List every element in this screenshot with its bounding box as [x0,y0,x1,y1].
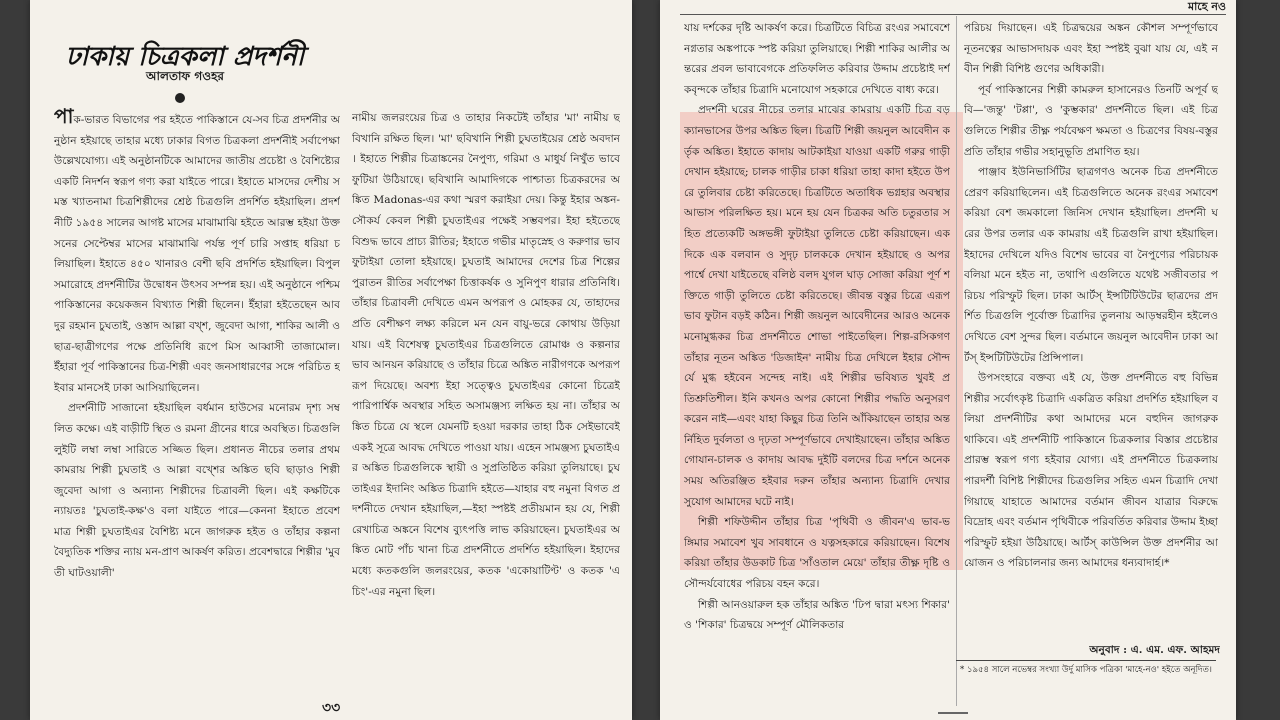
left-col-2 [352,108,620,708]
article-title: ঢাকায় চিত্রকলা প্রদর্শনী [65,42,305,72]
bottom-mark [938,712,968,714]
ornament-dot [175,93,185,103]
left-page [30,0,632,720]
author-name: আলতাফ গওহর [146,69,224,83]
paragraph: শিল্পী আনওয়ারুল হক তাঁহার অঙ্কিত 'ঢিপ দ্বারা মৎস্য শিকার' ও 'শিকার' চিত্রদ্বয়ে সম্পূর্ণ মৌলিকতার [684,598,950,632]
paragraph: উপসংহারে বক্তব্য এই যে, উক্ত প্রদর্শনীতে বহু বিভিন্ন শিল্পীর সর্বোৎকৃষ্ট চিত্রাদি একত্রিত করিয়া প্রদর্শিত হইয়াছিল বলিয়া প্রদর্শনীটির কথা আমাদের মনে বহুদিন জাগরুক থাকিবে। এই প্রদর্শনীটি পাকিস্তানে চিত্রকলার বিস্তার প্রচেষ্টার প্রারম্ভ স্বরূপ গণ্য হইবার যোগ্য। এই প্রদর্শনীতে চিত্রকলায় পারদর্শী বিশিষ্ট শিল্পীদের চিত্রগুলির সহিত এমন চিত্রাদি দেখা গিয়াছে যাহাতে আমাদের বর্তমান জীবন যাত্রার বিরুদ্ধে বিদ্রোহ এবং বর্তমান পৃথিবীকে পরিবর্তিত করিবার উদ্দাম ইচ্ছা পরিস্ফুট হইয়া উঠিয়াছে। আর্টস্ কাউন্সিল উক্ত প্রদর্শনীর আয়োজন ও পরিচালনার জন্য আমাদের ধন্যবাদার্হ।* [964,372,1218,570]
paragraph: নামীয় জলরংয়ের চিত্র ও তাহার নিকটেই তাঁহার 'মা' নামীয় ছবিখানি রক্ষিত ছিল। 'মা' ছবিখানি শিল্পী চুঘতাইয়ের শ্রেষ্ঠ অবদান। ইহাতে শিল্পীর চিত্রাঙ্কনের নৈপুণ্য, গরিমা ও মাধুর্য নিখুঁত ভাবে ফুটিয়া উঠিয়াছে। ছবিখানি আমাদিগকে পাশ্চাত্য চিত্রকরদের অঙ্কিত Madonas-এর কথা স্মরণ করাইয়া দেয়। কিন্তু ইহার অঙ্কন-সৌকর্য কেবল শিল্পী চুঘতাইএর পক্ষেই সম্ভবপর। ইহা হইতেছে বিশুদ্ধ ভাবে প্রাচ্য রীতির; ইহাতে গভীর মাতৃস্নেহ ও করুণার ভাব ফুটাইয়া তোলা হইয়াছে। চুঘতাই আমাদের দেশের চিত্র শিল্পের পুরাতন রীতির সর্বাপেক্ষা চিত্তাকর্ষক ও সুনিপুণ ধারার প্রতিনিধি। তাঁহার চিত্রাবলী দেখিতে এমন অপরূপ ও মোহকর যে, তাহাদের প্রতি বেশীক্ষণ লক্ষ্য করিলে মন যেন বায়ু-ভরে কোথায় উড়িয়া যায়। এই বিশেষত্ব চুঘতাইএর চিত্রগুলিতে রোমাঞ্চ ও কল্পনার ভাব আনয়ন করিয়াছে ও তাঁহার চিত্রে অঙ্কিত নারীগণকে অপরূপ রূপ দিয়েছে। অবশ্য ইহা সত্ত্বেও চুঘতাইএর কোনো চিত্রেই পারিপার্শ্বিক অবস্থার সহিত অসামঞ্জস্য লক্ষিত হয় না। তাঁহার অঙ্কিত চিত্রে যে স্থলে যেমনটি হওয়া দরকার তাহা ঠিক সেইভাবেই একই সূত্রে আবদ্ধ দেখিতে পাওয়া যায়। এহেন সামঞ্জস্য চুঘতাইএর অঙ্কিত চিত্রগুলিকে স্থায়ী ও সুপ্রতিষ্ঠিত করিয়া তুলিয়াছে। চুঘতাইএর ইদানিং অঙ্কিত চিত্রাদি হইতে—যাহার বহু নমুনা বিগত প্রদর্শনীতে দেখান হইয়াছিল,—ইহা স্পষ্টই প্রতীয়মান হয় যে, শিল্পী রেখাচিত্র অঙ্কনে বিশেষ ব্যুৎপত্তি লাভ করিয়াছেন। চুঘতাইএর অঙ্কিত মোট পাঁচ খানা চিত্র প্রদর্শনীতে প্রদর্শিত হইয়াছিল। ইহাদের মধ্যে কতকগুলি জলরংয়ের, কতক 'একোয়াটিণ্ট' ও কতক 'এচিং'-এর নমুনা ছিল। [352,112,620,598]
right-col-1 [684,18,950,698]
drop-cap: পা [54,108,74,128]
page-number: ৩৩ [322,700,341,716]
paragraph: যায় দর্শকের দৃষ্টি আকর্ষণ করে। চিত্রটিতে বিচিত্র রংএর সমাবেশে নগ্নতার অঙ্কপাকে স্পষ্ট করিয়া তুলিয়াছে। শিল্পী শাকির আলীর অন্তরের প্রবল ভাবাবেগকে প্রতিফলিত করিবার উদ্দাম প্রচেষ্টাই দর্শকবৃন্দকে তাঁহার চিত্রাদি মনোযোগ সহকারে দেখিতে বাধ্য করে। [684,22,950,96]
translator-credit: অনুবাদ : এ. এম. এফ. আহমদ [1089,644,1220,656]
paragraph: পরিচয় দিয়াছেন। এই চিত্রদ্বয়ের অঙ্কন কৌশল সম্পূর্ণভাবে নূতনত্বের আভাসদায়ক এবং ইহা স্পষ্টই বুঝা যায় যে, এই নবীন শিল্পী বিশিষ্ট গুণের অধিকারী। [964,22,1218,76]
paragraph: প্রদর্শনী ঘরের নীচের তলার মাঝের কামরায় একটি চিত্র বড় ক্যানভাসের উপর অঙ্কিত ছিল। চিত্রটি শিল্পী জয়নুল আবেদীন কর্তৃক অঙ্কিত। ইহাতে কাদায় আটকাইয়া যাওয়া একটি গরুর গাড়ী দেখান হইয়াছে; চালক গাড়ীর চাকা ধরিয়া তাহা কাদা হইতে উপরে তুলিবার চেষ্টা করিতেছে। চিত্রটিতে অতাধিক ভগ্নহার অবস্থার আভাস পরিলক্ষিত হয়। মনে হয় যেন চিত্রকর অতি চতুরতার সহিত প্রত্যেকটি অঙ্গভঙ্গী ফুটাইয়া তুলিতে চেষ্টা করিয়াছেন। এক দিকে এক বলবান ও সুদৃঢ় চালককে দেখান হইয়াছে ও অপর পার্শ্বে দেখা যাইতেছে বলিষ্ঠ বলদ যুগল ঘাড় সোজা করিয়া পূর্ণ শক্তিতে গাড়ী তুলিতে চেষ্টা করিতেছে। জীবন্ত বস্তুর চিত্রে এরূপ ভাব ফুটান বড়ই কঠিন। শিল্পী জয়নুল আবেদীনের আরও অনেক মনোমুগ্ধকর চিত্র প্রদর্শনীতে শোভা পাইতেছিল। শিল্প-রসিকগণ তাঁহার নূতন অঙ্কিত 'ডিজাইন' নামীয় চিত্র দেখিলে ইহার সৌন্দর্যে মুগ্ধ হইবেন সন্দেহ নাই। এই শিল্পীর ভবিষ্যত খুবই প্রতিশ্রুতিশীল। ইনি কখনও অপর কোনো শিল্পীর পদ্ধতি অনুসরণ করেন নাই—এবং যাহা কিছুর চিত্র তিনি আঁকিয়াছেন তাহার অন্তর্নিহিত দুর্বলতা ও দৃঢ়তা সম্পূর্ণভাবে দেখাইয়াছেন। তাঁহার অঙ্কিত গোযান-চালক ও কাদায় আবদ্ধ দুইটি বলদের চিত্র দর্শনে অনেক সময় অতিরঞ্জিত হইবার দরুন তাঁহার অন্যান্য চিত্রাদি দেখার সুযোগ আমাদের ঘটে নাই। [684,104,950,508]
footnote-rule [956,660,1216,661]
right-col-2 [964,18,1218,642]
paragraph: পাঞ্জাব ইউনিভার্সিটির ছাত্রগণও অনেক চিত্র প্রদর্শনীতে প্রেরণ করিয়াছিলেন। এই চিত্রগুলিতে অনেক রংএর সমাবেশ করিয়া বেশ জমকালো জিনিস দেখান হইয়াছিল। প্রদর্শনী ঘরের উপর তলার এক কামরায় এই চিত্রগুলি রাখা হইয়াছিল। ইহাদের দেখিলে যদিও বিশেষ ভাবের বা নৈপুণ্যের পরিচায়ক বলিয়া মনে হইত না, তথাপি এগুলিতে যথেষ্ট সজীবতার পরিচয় পরিস্ফুট ছিল। ঢাকা আর্টস্ ইন্সটিটিউটের ছাত্রদের প্রদর্শিত চিত্রগুলি পূর্বোক্ত চিত্রাদির তুলনায় আড়ম্বরহীন হইলেও দেখিতে বেশ সুন্দর ছিল। বর্তমানে জয়নুল আবেদীন ঢাকা আর্টস্ ইন্সটিটিউটের প্রিন্সিপাল। [964,166,1218,364]
paragraph: পাক-ভারত বিভাগের পর হইতে পাকিস্তানে যে-সব চিত্র প্রদর্শনীর অনুষ্ঠান হইয়াছে তাহার মধ্যে ঢাকার বিগত চিত্রকলা প্রদর্শনীই সর্বাপেক্ষা উল্লেখযোগ্য। এই অনুষ্ঠানটিকে আমাদের জাতীয় প্রচেষ্টা ও বৈশিষ্ট্যের একটি নিদর্শন স্বরূপ গণ্য করা যাইতে পারে। ইহাতে মাসদের দেশীয় সমস্ত খ্যাতনামা চিত্রশিল্পীদের শ্রেষ্ঠ চিত্রগুলি প্রদর্শিত হইয়াছিল। প্রদর্শনীটি ১৯৫৪ সালের আগষ্ট মাসের মাঝামাঝি হইতে আরম্ভ হইয়া উক্ত সনের সেপ্টেম্বর মাসের মাঝামাঝি পর্যন্ত পূর্ণ চারি সপ্তাহ ধরিয়া চলিয়াছিল। ইহাতে ৪৫০ খানারও বেশী ছবি প্রদর্শিত হইয়াছিল। বিপুল সমারোহে প্রদর্শনীটির উদ্বোধন উৎসব সম্পন্ন হয়। এই অনুষ্ঠানে পশ্চিম পাকিস্তানের কয়েকজন বিখ্যাত শিল্পী ছিলেন। ইঁহারা হইতেছেন আবদুর রহমান চুঘতাই, ওস্তাদ আল্লা বখ্শ, জুবেদা আগা, শাকির আলী ও ছাত্র-ছাত্রীগণের পক্ষে প্রতিনিধি রূপে মিস আব্বাসী তাজামোল। ইঁহারা পূর্ব পাকিস্তানের চিত্র-শিল্পী এবং জনসাধারণের সঙ্গে পরিচিত হইবার মানসেই ঢাকা আসিয়াছিলেন। [54,108,340,398]
paragraph: পূর্ব পাকিস্তানের শিল্পী কামরুল হাসানেরও তিনটি অপূর্ব ছবি—'জন্তু' 'টপ্পা', ও 'কুম্ভকার' প্রদর্শনীতে ছিল। এই চিত্রগুলিতে শিল্পীর তীক্ষ্ণ পর্যবেক্ষণ ক্ষমতা ও চিত্রণের বিষয়-বস্তুর প্রতি তাঁহার গভীর সহানুভূতি প্রমাণিত হয়। [964,83,1218,158]
right-page [660,0,1236,720]
journal-name: মাহে নও [1188,0,1226,13]
paragraph: প্রদর্শনীটি সাজানো হইয়াছিল বর্ধমান হাউসের মনোরম দৃশ্য সম্বলিত কক্ষে। এই বাড়ীটি স্থিত ও রমনা গ্রীনের ধারে অবস্থিত। চিত্রগুলি লুইটি লম্বা লম্বা সারিতে সজ্জিত ছিল। প্রধানত নীচের তলার প্রথম কামরায় শিল্পী চুঘতাই ও আল্লা বখ্শের অঙ্কিত ছবি ছাড়াও শিল্পী জুবেদা আগা ও অন্যান্য শিল্পীদের চিত্রাবলী ছিল। এই কক্ষটিকে ন্যায়তঃ 'চুঘতাই-কক্ষ'ও বলা যাইতে পারে—কেননা ইহাতে প্রবেশ মাত্র শিল্পী চুঘতাইএর বৈশিষ্ট্য মনে জাগরুক হইত ও তাঁহার কল্পনা বৈদ্যুতিক শক্তির ন্যায় মন-প্রাণ আকর্ষণ করিত। প্রবেশদ্বারে শিল্পীর 'মুবতী ঘাটওয়ালী' [54,402,340,580]
column-divider [956,16,957,706]
left-col-1 [54,108,340,708]
paragraph: শিল্পী শফিউদ্দীন তাঁহার চিত্র 'পৃথিবী ও জীবন'এ ভাব-ভঙ্গিমার সমাবেশ খুব সাবধানে ও যত্নসহকারে করিয়াছেন। বিশেষ করিয়া তাঁহার উডকাট চিত্র 'সাঁওতাল মেয়ে' তাঁহার তীক্ষ্ণ দৃষ্টি ও সৌন্দর্যবোধের পরিচয় বহন করে। [684,516,950,591]
footnote: * ১৯৫৪ সালে নভেম্বর সংখ্যা উর্দু মাসিক পত্রিকা 'মাহে-নও' হইতে অনূদিত। [960,665,1212,675]
running-header [680,0,1226,15]
